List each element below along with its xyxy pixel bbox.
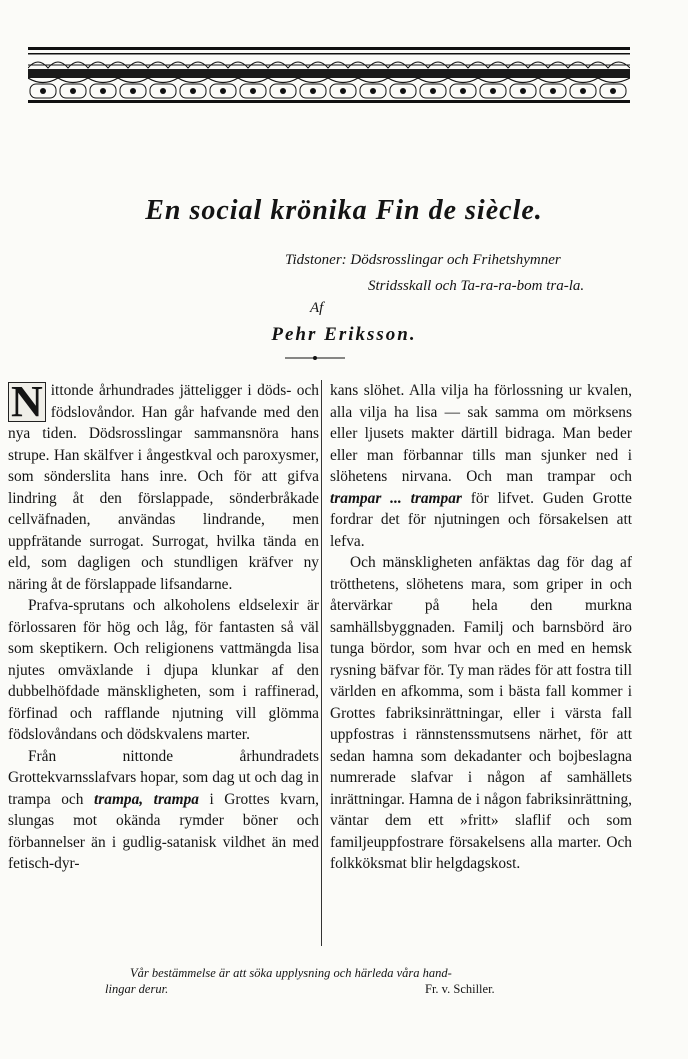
subtitle-line-2: Stridsskall och Ta-ra-ra-bom tra-la. <box>368 278 585 294</box>
byline-label: Af <box>310 300 324 316</box>
paragraph-2: Prafva-sprutans och alkoholens eldselexir är förlossaren för hög och låg, för fantasten så väl som skeptikern. Och religionens vattmängda lisa njutes omväxlande i djupa klunkar af den dubbelhöfdade mänskligheten, som i raffinerad, förfinad och rafflande njutning vill glömma födslovåndans och dödskvalens marter. <box>8 597 319 743</box>
author-name: Pehr Eriksson. <box>271 324 417 345</box>
ornamental-divider <box>285 356 345 360</box>
footer-quote-line-1: Vår bestämmelse är att söka upplysning och härleda våra hand- <box>130 966 452 980</box>
footer-quote-attribution: Fr. v. Schiller. <box>425 982 495 996</box>
paragraph-1-text: ittonde århundrades jätteligger i döds- och födslovåndor. Han går hafvande med den nya tiden. Dödsrosslingar sammansnöra hans strupe. Han skälfver i ångestkval och paroxysmer, som sönderslita hans inre. Och för att gifva lindring åt den förslappade, sönderbråkade cellväfnaden, användas lindrande, men uppfrätande surrogat. Surrogat, hvilka tända en eld, som dagligen och stundligen kräfver ny näring åt de förslappade lifsandarne. <box>8 382 319 593</box>
emphasis-trampar: trampar ... trampar <box>330 489 462 507</box>
paragraph-4-text-a: kans slöhet. Alla vilja ha förlossning ur kvalen, alla vilja ha lisa — sak samma om mörksens eller ljusets makter därtill bidraga. Man beder eller man förbannar tills man sjunker ned i slöhetens nirvana. Och man trampar och <box>330 382 632 485</box>
left-column <box>8 377 319 875</box>
paragraph-4-text-b: för lifvet. Guden Grotte fordrar det för njutningen och försakelsen att lefva. <box>330 489 632 550</box>
paragraph-3-text-a: Från nittonde århundradets Grottekvarnsslafvars hopar, som dag ut och dag in trampa och <box>8 747 319 808</box>
paragraph-3 <box>8 746 319 875</box>
column-divider-rule <box>321 380 322 946</box>
paragraph-3-text-b: i Grottes kvarn, slungas mot okända rymder böner och förbannelser än i gudlig-satanisk vildhet än med fetisch-dyr- <box>8 790 319 872</box>
paragraph-4 <box>330 380 632 552</box>
right-column <box>330 380 632 875</box>
emphasis-trampa-2: trampa <box>153 790 199 808</box>
article-title: En social krönika Fin de siècle. <box>145 195 543 226</box>
drop-cap: N <box>8 382 46 422</box>
subtitle-line-1: Tidstoner: Dödsrosslingar och Frihetshymner <box>285 252 561 268</box>
emphasis-trampa-1: trampa, <box>93 790 144 808</box>
footer-quote-line-2: lingar derur. <box>105 982 169 996</box>
paragraph-5: Och mänskligheten anfäktas dag för dag af trötthetens, slöhetens mara, som griper in och återvärkar på hela den murkna samhällsbyggnaden. Familj och barnsbörd äro tunga bördor, som hvar och en med en hemsk rysning bäfvar för. Ty man rädes för att fostra till världen en afkomma, som i bästa fall kommer i Grottes fabriksinrättningar, eller i värsta fall uppfostras i rännstenssmutsens närhet, för att sedan hamna som dekadanter och bojbeslagna numrerade slafvar i någon af samhällets inrättningar. Hamna de i någon fabriksinrättning, väntar dem ett »fritt» slaflif och som familjeuppfostrare försakelsens alla marter. Och folkköksmat blir helgdagskost. <box>330 554 632 872</box>
ornamental-header-border <box>28 47 630 103</box>
paragraph-1 <box>8 377 319 595</box>
